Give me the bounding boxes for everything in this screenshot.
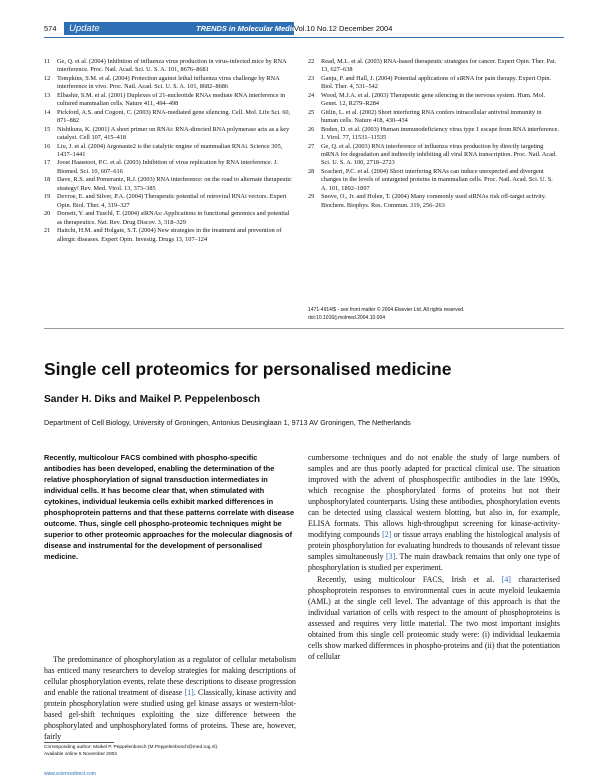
- reference-number: 13: [44, 91, 51, 99]
- article-meta: [308, 307, 560, 323]
- reference-item: [308, 58, 560, 75]
- reference-text: Scacheri, P.C. et al. (2004) Short interfering RNAs can induce unexpected and divergent changes in the levels of untargeted proteins in mammalian cells. Proc. Natl. Acad. Sci. U. S. A. 101, 1892–1897: [321, 167, 553, 192]
- reference-number: 29: [308, 193, 315, 201]
- reference-text: Boden, D. et al. (2003) Human immunodeficiency virus type 1 escape from RNA interference. J. Virol. 77, 11531–11535: [321, 125, 559, 142]
- section-divider: [44, 328, 564, 329]
- reference-number: 25: [308, 108, 315, 116]
- reference-number: 27: [308, 142, 315, 150]
- reference-number: 21: [44, 227, 51, 235]
- reference-number: 23: [308, 74, 315, 82]
- journal-name: TRENDS in Molecular Medicine: [196, 24, 307, 33]
- reference-text: Gitlin, L. et al. (2002) Short interfering RNA confers intracellular antiviral immunity in human cells. Nature 418, 430–434: [321, 108, 542, 125]
- reference-item: [44, 92, 294, 109]
- reference-number: 24: [308, 91, 315, 99]
- reference-text: Joost Haasnoot, P.C. et al. (2003) Inhibition of virus replication by RNA interference. J. Biomed. Sci. 10, 607–616: [57, 159, 278, 175]
- abstract: Recently, multicolour FACS combined with phospho-specific antibodies has been developed, enabling the determination of the relative phosphorylation of signal transduction intermediates in individual cells. It has become clear that, when stimulated with cytokines, individual leukemia cells exhibit marked differences in phosphoprotein patterns and that these patterns correlate with disease outcome. Thus, single cell phospho-proteomic techniques might be superior to other proteomic approaches for the molecular diagnosis of disease and instrumental for the development of personalised medicine.: [44, 453, 295, 561]
- author-affiliation: Department of Cell Biology, University of Groningen, Antonius Deusinglaan 1, 9713 AV Groningen, The Netherlands: [44, 418, 411, 427]
- doi-line: doi:10.1016/j.molmed.2004.10.004: [308, 314, 386, 321]
- citation-link[interactable]: [1]: [184, 688, 194, 698]
- reference-item: [308, 75, 560, 92]
- reference-text: Devroe, E. and Silver, P.A. (2004) Therapeutic potential of retroviral RNAi vectors. Expert Opin. Biol. Ther. 4, 319–327: [57, 193, 287, 209]
- reference-item: [44, 75, 294, 92]
- reference-text: Wood, M.J.A. et al. (2003) Therapeutic gene silencing in the nervous system. Hum. Mol. Genet. 12, R279–R284: [321, 91, 546, 108]
- reference-text: Snove, O., Jr. and Holen, T. (2004) Many commonly used siRNAs risk off-target activity. Biochem. Biophys. Res. Commun. 319, 256–263: [321, 193, 547, 209]
- reference-text: Dorsett, Y. and Tuschl, T. (2004) siRNAs: Applications in functional genomics and potential as therapeutics. Nat. Rev. Drug Discov. 3, 318–329: [57, 210, 290, 226]
- reference-item: [44, 227, 294, 244]
- reference-item: [44, 159, 294, 176]
- copyright-line: 1471-4914/$ - see front matter © 2004 Elsevier Ltd. All rights reserved.: [308, 307, 465, 313]
- article-authors: Sander H. Diks and Maikel P. Peppelenbosch: [44, 394, 261, 405]
- page-number: 574: [44, 24, 57, 33]
- reference-text: Read, M.L. et al. (2003) RNA-based therapeutic strategies for cancer. Expert Opin. Ther. Pat. 13, 627–638: [321, 58, 557, 74]
- reference-text: Pickford, A.S. and Cogoni, C. (2003) RNA-mediated gene silencing. Cell. Mol. Life Sci. 60, 871–882: [57, 108, 291, 125]
- reference-item: [44, 176, 294, 193]
- reference-item: [308, 193, 560, 210]
- reference-number: 28: [308, 167, 315, 175]
- reference-item: [308, 126, 560, 143]
- citation-link[interactable]: [3]: [386, 552, 396, 562]
- reference-text: Ge, Q. et al. (2003) RNA interference of influenza virus production by directly targeting mRNA for degradation and indirectly inhibiting all viral RNA transcription. Proc. Natl. Acad. Sci. U. S. A. 100, 2718–2723: [321, 142, 557, 167]
- reference-number: 20: [44, 210, 51, 218]
- reference-item: [44, 109, 294, 126]
- reference-item: [308, 143, 560, 168]
- reference-text: Haitchi, H.M. and Holgate, S.T. (2004) New strategies in the treatment and prevention of allergic diseases. Expert Opin. Investig. Drugs 13, 107–124: [57, 227, 282, 243]
- reference-number: 19: [44, 193, 51, 201]
- footnote: [44, 744, 296, 758]
- reference-text: Ganju, P. and Hall, J. (2004) Potential applications of siRNA for pain therapy. Expert Opin. Biol. Ther. 4, 531–542: [321, 74, 552, 91]
- reference-number: 15: [44, 125, 51, 133]
- running-header: [0, 22, 600, 36]
- reference-item: [44, 210, 294, 227]
- reference-list-right: [308, 58, 560, 210]
- reference-number: 14: [44, 108, 51, 116]
- section-label: Update: [69, 23, 100, 34]
- publisher-link[interactable]: www.sciencedirect.com: [44, 771, 96, 777]
- body-text-right: [308, 452, 560, 662]
- body-text-left: The predominance of phosphorylation as a regulator of cellular metabolism has enticed many researchers to develop strategies for making descriptions of cellular phosphorylation events, relate these descriptions to disease progression and enable the rational treatment of disease [1]. Classically, kinase activity and protein phosphorylation were studied using gel kinase assays or western-blot-based gel-shift techniques exploiting the size difference between the phosphorylated and unphosphorylated forms of proteins. These are, however, fairly: [44, 655, 296, 742]
- reference-item: [308, 92, 560, 109]
- article-title: Single cell proteomics for personalised medicine: [44, 359, 452, 379]
- reference-number: 12: [44, 74, 51, 82]
- reference-number: 22: [308, 58, 315, 65]
- reference-list-left: [44, 58, 294, 244]
- paragraph: Recently, using multicolour FACS, Irish et al. [4] characterised phosphoprotein responses to environmental cues in acute myeloid leukaemia (AML) at the single cell level. The advantage of this approach is that the individual variation of cells with respect to the amount of phosphoproteins is assessed and requires very little material. The two most important insights obtained from this single cell proteomic study were: (i) individual leukaemia cells show marked differences in phospho-proteins and (ii) that the potentiation of cellular: [308, 574, 560, 661]
- reference-text: Nishikura, K. (2001) A short primer on RNAi: RNA-directed RNA polymerase acts as a key catalyst. Cell 107, 415–418: [57, 125, 290, 142]
- reference-item: [44, 58, 294, 75]
- reference-text: Elbashir, S.M. et al. (2001) Duplexes of 21-nucleotide RNAs mediate RNA interference in cultured mammalian cells. Nature 411, 494–498: [57, 91, 286, 108]
- reference-item: [308, 168, 560, 193]
- footnote-divider: [44, 742, 114, 743]
- reference-text: Liu, J. et al. (2004) Argonaute2 is the catalytic engine of mammalian RNAi. Science 305, 1437–1441: [57, 142, 283, 158]
- reference-number: 16: [44, 142, 51, 150]
- reference-number: 18: [44, 176, 51, 184]
- reference-item: [308, 109, 560, 126]
- citation-link[interactable]: [4]: [501, 574, 511, 584]
- reference-number: 26: [308, 125, 315, 133]
- reference-number: 11: [44, 58, 51, 65]
- online-date: Available online 5 November 2004: [44, 752, 117, 757]
- corresponding-author: Corresponding author: Maikel P. Peppelenbosch (M.Peppelenbosch@med.rug.nl).: [44, 745, 219, 750]
- volume-issue: Vol.10 No.12 December 2004: [294, 24, 393, 33]
- reference-item: [44, 193, 294, 210]
- reference-item: [44, 126, 294, 143]
- reference-text: Dave, R.S. and Pomerantz, R.J. (2003) RNA interference: on the road to alternate therapeutic strategy! Rev. Med. Virol. 13, 373–385: [57, 176, 292, 192]
- paragraph: cumbersome techniques and do not enable the study of large numbers of samples and are thus poorly adapted for practical clinical use. The situation improved with the advent of phosphospecific antibodies in the late 1990s, which recognise the phosphorylated forms of proteins but not their unphosphorylated counterparts. Using these antibodies, phosphorylation events can be detected using classical western blotting, but also in, for example, ELISA formats. This allows high-throughput screening for kinase-activity-modifying compounds [2] or tissue arrays enabling the histological analysis of protein phosphorylation for evaluating hundreds to thousands of relevant tissue samples simultaneously [3]. The main drawback remains that only one type of phosphorylation is studied per experiment.: [308, 453, 560, 573]
- reference-text: Ge, Q. et al. (2004) Inhibition of influenza virus production in virus-infected mice by RNA interference. Proc. Natl. Acad. Sci. U. S. A. 101, 8676–8681: [57, 58, 287, 74]
- reference-item: [44, 143, 294, 160]
- reference-text: Tompkins, S.M. et al. (2004) Protection against lethal influenza virus challenge by RNA interference in vivo. Proc. Natl. Acad. Sci. U. S. A. 101, 8682–8686: [57, 74, 280, 91]
- header-divider: [44, 37, 564, 38]
- citation-link[interactable]: [2]: [382, 530, 392, 540]
- reference-number: 17: [44, 159, 51, 167]
